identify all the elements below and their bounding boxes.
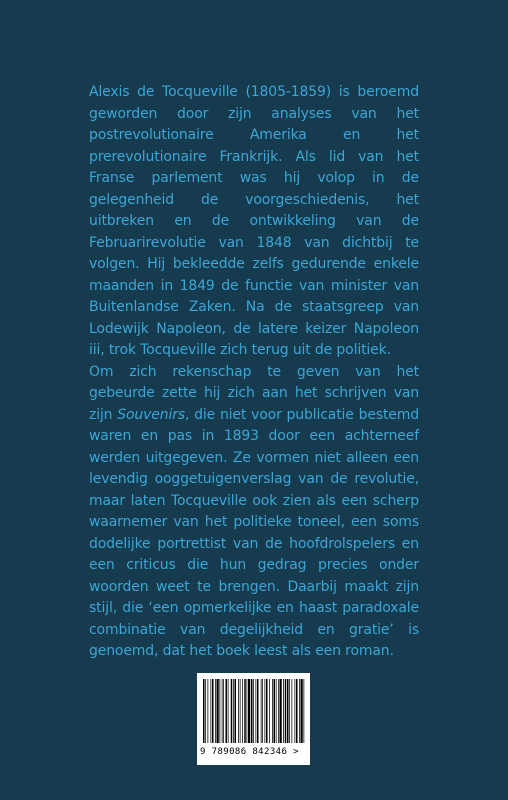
barcode-bar <box>244 679 246 743</box>
barcode-bar <box>253 679 254 743</box>
blurb-paragraph-2-start: Om zich rekenschap te geven van het gebeurde zette hij zich aan het schrijven van zijn <box>89 363 419 423</box>
barcode-bar <box>274 679 276 743</box>
barcode-bar <box>242 679 243 743</box>
barcode-bar <box>266 679 268 743</box>
barcode-bar <box>278 679 279 743</box>
barcode-bar <box>211 679 212 743</box>
barcode-bar <box>269 679 270 743</box>
barcode-bar <box>276 679 277 743</box>
barcode-bar <box>233 679 234 743</box>
barcode-bar <box>220 679 221 743</box>
barcode-bar <box>222 679 223 743</box>
barcode-bar <box>240 679 241 743</box>
barcode-bar <box>251 679 253 743</box>
barcode-bar <box>248 679 250 743</box>
barcode-bar <box>283 679 284 743</box>
barcode-bar <box>228 679 229 743</box>
barcode-bar <box>235 679 237 743</box>
barcode-bar <box>217 679 219 743</box>
barcode-bars <box>201 679 306 743</box>
barcode-bar <box>292 679 293 743</box>
barcode-bar <box>272 679 273 743</box>
barcode-bar <box>280 679 282 743</box>
barcode-bar <box>304 679 305 743</box>
blurb-paragraph-2 <box>89 362 419 663</box>
barcode-bar <box>287 679 289 743</box>
barcode-bar <box>226 679 228 743</box>
barcode-bar <box>295 679 296 743</box>
barcode-bar <box>301 679 303 743</box>
barcode-bar <box>205 679 206 743</box>
barcode-bar <box>289 679 290 743</box>
barcode-bar <box>247 679 248 743</box>
barcode-bar <box>265 679 266 743</box>
barcode-bar <box>256 679 257 743</box>
barcode-bar <box>238 679 239 743</box>
barcode-bar <box>285 679 287 743</box>
barcode-bar <box>257 679 259 743</box>
barcode-bar <box>215 679 216 743</box>
blurb-paragraph-1: Alexis de Tocqueville (1805-1859) is beroemd geworden door zijn analyses van het postrevolutionaire Amerika en het prerevolutionaire Frankrijk. Als lid van het Franse parlement was hij volop in de gelegenheid de voorgeschiedenis, het uitbreken en de ontwikkeling van de Februarirevolutie van 1848 van dichtbij te volgen. Hij bekleedde zelfs gedurende enkele maanden in 1849 de functie van minister van Buitenlandse Zaken. Na de staatsgreep van Lodewijk Napoleon, de latere keizer Napoleon iii, trok Tocqueville zich terug uit de politiek. <box>89 84 419 358</box>
barcode-bar <box>212 679 214 743</box>
barcode-bar <box>296 679 298 743</box>
blurb-text <box>89 82 419 663</box>
book-title-souvenirs: Souvenirs <box>117 406 185 423</box>
barcode-bar <box>262 679 263 743</box>
barcode-bar <box>223 679 224 743</box>
barcode-bar <box>261 679 262 743</box>
blurb-paragraph-2-end: , die niet voor publicatie bestemd waren en pas in 1893 door een achterneef werden uitgegeven. Ze vormen niet alleen een levendig ooggetuigenverslag van de revolutie, maar laten Tocqueville ook zien als een scherp waarnemer van het politieke toneel, een soms dodelijke portrettist van de hoofdrolspelers en een criticus die hun gedrag precies onder woorden weet te brengen. Daarbij maakt zijn stijl, die ‘een opmerkelijke en haast paradoxale combinatie van degelijkheid en gratie’ is genoemd, dat het boek leest als een roman. <box>89 406 419 659</box>
barcode-bar <box>203 679 205 743</box>
isbn-barcode <box>197 673 310 765</box>
barcode-bar <box>208 679 209 743</box>
barcode-bar <box>231 679 233 743</box>
isbn-digits: 9 789086 842346 > <box>200 747 299 757</box>
barcode-bar <box>299 679 300 743</box>
